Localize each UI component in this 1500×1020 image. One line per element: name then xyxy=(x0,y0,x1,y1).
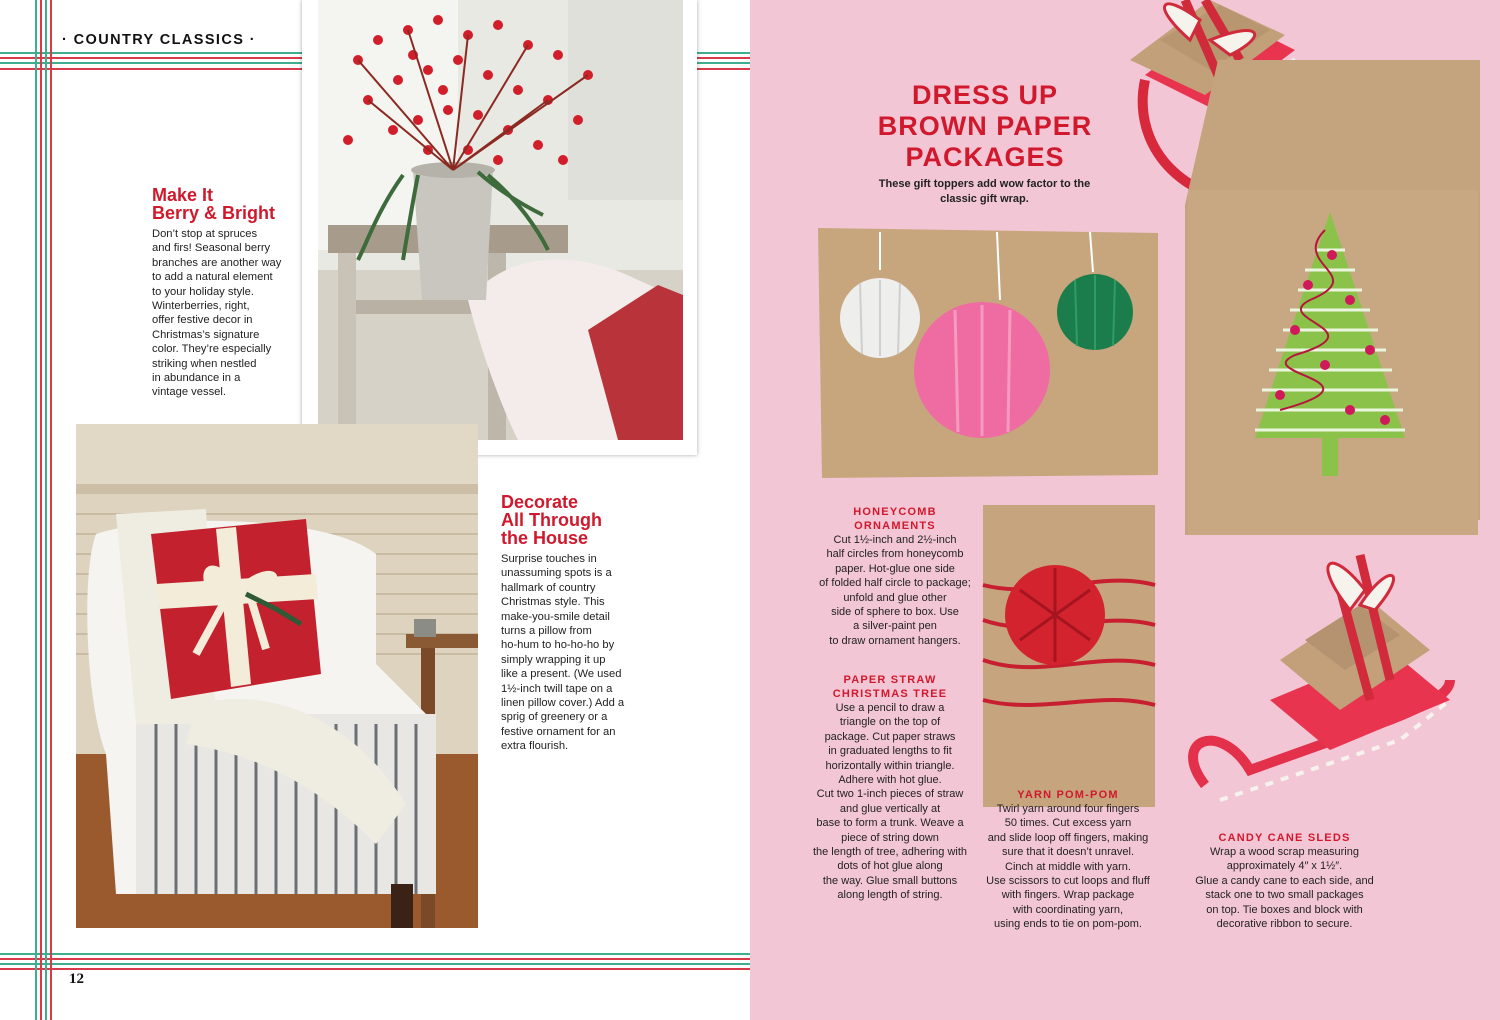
berry-body-line: and firs! Seasonal berry xyxy=(152,242,271,255)
craft-body-line: on top. Tie boxes and block with xyxy=(1206,903,1363,916)
craft-body-line: Cinch at middle with yarn. xyxy=(1005,860,1131,873)
craft-title-line: ORNAMENTS xyxy=(854,520,936,532)
house-body-line: hallmark of country xyxy=(501,581,596,594)
craft-body xyxy=(968,802,1168,932)
house-body-line: ho-hum to ho-ho-ho by xyxy=(501,639,615,652)
feature-title-line: DRESS UP xyxy=(911,80,1059,110)
berry-body-line: to add a natural element xyxy=(152,271,273,284)
house-body-line: festive ornament for an xyxy=(501,725,616,738)
berry-body-line: branches are another way xyxy=(152,256,282,269)
craft-title xyxy=(1177,831,1392,845)
craft-body-line: Use a pencil to draw a xyxy=(835,702,945,714)
feature-title-line: PACKAGES xyxy=(905,142,1065,172)
berry-body-line: striking when nestled xyxy=(152,357,257,370)
craft-body-line: Cut two 1-inch pieces of straw xyxy=(816,788,964,801)
feature-dek xyxy=(862,177,1107,207)
craft-title-line: HONEYCOMB xyxy=(853,506,937,518)
house-body-line: Christmas style. This xyxy=(501,596,605,609)
craft-body-line: with coordinating yarn, xyxy=(1012,903,1124,916)
house-heading-line: the House xyxy=(501,528,589,548)
craft-body-line: to draw ornament hangers. xyxy=(829,634,961,647)
berry-body-line: to your holiday style. xyxy=(152,285,254,298)
craft-body-line: dots of hot glue along xyxy=(837,860,943,873)
photo-frame xyxy=(302,0,697,455)
craft-body-line: using ends to tie on pom-pom. xyxy=(994,918,1142,931)
craft-body xyxy=(1177,845,1392,931)
house-body-line: turns a pillow from xyxy=(501,625,592,638)
straw-tree-instructions xyxy=(790,673,990,903)
craft-body-line: Cut 1½-inch and 2½-inch xyxy=(833,534,957,546)
berry-heading xyxy=(152,186,275,222)
craft-title xyxy=(790,673,990,701)
house-body-line: sprig of greenery or a xyxy=(501,711,608,724)
craft-body-line: Twirl yarn around four fingers xyxy=(996,803,1140,815)
feature-dek-line: classic gift wrap. xyxy=(940,193,1029,205)
house-body-line: Surprise touches in xyxy=(501,553,597,565)
craft-body-line: and glue vertically at xyxy=(839,802,941,815)
craft-body-line: a silver-paint pen xyxy=(853,620,937,633)
craft-body-line: side of sphere to box. Use xyxy=(831,606,959,619)
craft-body-line: piece of string down xyxy=(841,831,939,844)
craft-title-line: CANDY CANE SLEDS xyxy=(1218,832,1351,844)
craft-title-line: CHRISTMAS TREE xyxy=(832,688,948,700)
pom-pom-instructions xyxy=(968,788,1168,932)
craft-body-line: 50 times. Cut excess yarn xyxy=(1004,817,1132,830)
feature-dek-line: These gift toppers add wow factor to the xyxy=(878,178,1091,190)
craft-title xyxy=(795,505,995,533)
craft-body-line: approximately 4″ x 1½″. xyxy=(1226,860,1343,873)
berry-body-line: offer festive decor in xyxy=(152,314,253,327)
craft-body-line: Use scissors to cut loops and fluff xyxy=(986,875,1150,888)
berry-body-line: Winterberries, right, xyxy=(152,300,250,313)
craft-body-line: the length of tree, adhering with xyxy=(812,846,968,859)
honeycomb-instructions xyxy=(795,505,995,648)
craft-title-line: YARN POM-POM xyxy=(1017,789,1119,801)
berry-body xyxy=(152,227,281,400)
craft-title-line: PAPER STRAW xyxy=(843,674,937,686)
craft-body-line: unfold and glue other xyxy=(843,591,947,604)
craft-body-line: and slide loop off fingers, making xyxy=(987,831,1149,844)
craft-body-line: with fingers. Wrap package xyxy=(1001,889,1135,902)
craft-body-line: sure that it doesn’t unravel. xyxy=(1001,846,1135,859)
winterberry-photo xyxy=(318,0,683,440)
craft-body-line: Wrap a wood scrap measuring xyxy=(1210,846,1359,858)
craft-body-line: Glue a candy cane to each side, and xyxy=(1195,874,1374,887)
craft-body-line: paper. Hot-glue one side xyxy=(835,562,955,575)
craft-body-line: Adhere with hot glue. xyxy=(838,774,942,787)
house-body-line: 1½-inch twill tape on a xyxy=(501,682,613,695)
berry-body-line: in abundance in a xyxy=(152,372,241,385)
craft-body-line: in graduated lengths to fit xyxy=(828,745,952,758)
craft-body-line: stack one to two small packages xyxy=(1205,889,1364,902)
craft-body-line: along length of string. xyxy=(837,889,943,902)
craft-body xyxy=(795,533,995,648)
house-body-line: like a present. (We used xyxy=(501,668,622,681)
craft-body-line: triangle on the top of xyxy=(839,716,941,729)
house-body-line: simply wrapping it up xyxy=(501,653,606,666)
feature-title-line: BROWN PAPER xyxy=(877,111,1093,141)
house-body-line: unassuming spots is a xyxy=(501,567,612,580)
page-number: 12 xyxy=(66,971,87,988)
craft-body-line: half circles from honeycomb xyxy=(826,548,964,561)
craft-body-line: base to form a trunk. Weave a xyxy=(816,817,964,830)
berry-body-line: vintage vessel. xyxy=(152,386,227,399)
candy-cane-sled-instructions xyxy=(1177,831,1392,931)
section-label: · COUNTRY CLASSICS · xyxy=(58,32,260,48)
house-heading-line: All Through xyxy=(501,510,602,530)
house-body-line: extra flourish. xyxy=(501,740,569,753)
berry-body-line: Don’t stop at spruces xyxy=(152,228,258,240)
house-heading xyxy=(501,493,602,547)
craft-body-line: package. Cut paper straws xyxy=(824,730,956,743)
berry-body-line: Christmas’s signature xyxy=(152,328,260,341)
right-page xyxy=(750,0,1500,1020)
house-body-line: make-you-smile detail xyxy=(501,610,610,623)
house-body xyxy=(501,552,624,754)
berry-body-line: color. They’re especially xyxy=(152,343,272,356)
berry-heading-line: Berry & Bright xyxy=(152,203,276,223)
craft-body xyxy=(790,701,990,903)
house-heading-line: Decorate xyxy=(501,492,579,512)
craft-body-line: decorative ribbon to secure. xyxy=(1216,918,1353,931)
pillow-chair-photo xyxy=(76,424,478,928)
craft-body-line: the way. Glue small buttons xyxy=(822,874,958,887)
house-body-line: linen pillow cover.) Add a xyxy=(501,697,625,710)
craft-body-line: horizontally within triangle. xyxy=(825,759,955,772)
craft-body-line: of folded half circle to package; xyxy=(819,577,971,590)
feature-title xyxy=(870,80,1100,173)
berry-heading-line: Make It xyxy=(152,185,214,205)
craft-title xyxy=(968,788,1168,802)
